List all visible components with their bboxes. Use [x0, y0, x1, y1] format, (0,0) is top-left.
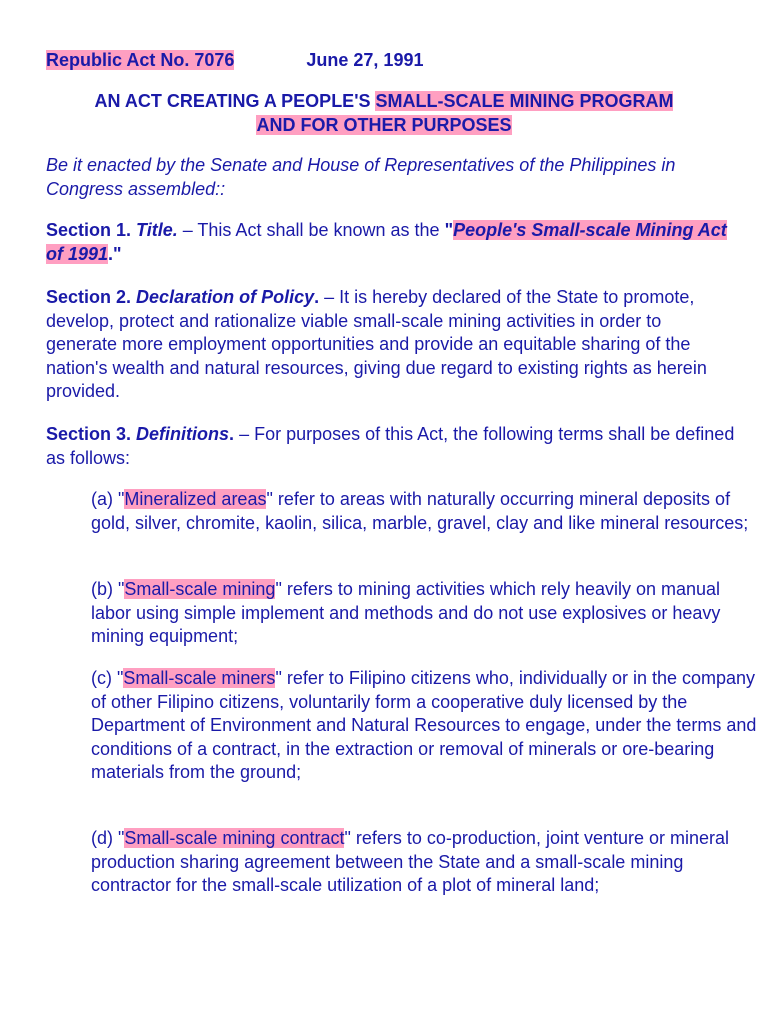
definition-prefix: (d) "	[91, 828, 125, 848]
definition-text: " refers to co-production, joint venture or mineral production sharing agreement between the State and a small-scale mining contractor for the small-scale utilization of a plot of mineral land;	[91, 828, 730, 895]
section-2-heading: Declaration of Policy	[136, 287, 315, 307]
definition-term: Small-scale mining contract	[124, 828, 345, 848]
definition-item	[91, 488, 761, 535]
definition-prefix: (c) "	[91, 668, 124, 688]
section-2-dot: .	[314, 287, 320, 307]
section-3-heading: Definitions	[136, 424, 230, 444]
definition-prefix: (a) "	[91, 489, 125, 509]
section-1-label: Section 1.	[46, 220, 132, 240]
section-2-text: – It is hereby declared of the State to promote, develop, protect and rationalize viable small-scale mining activities in order to generate more employment opportunities and provide an equitable sharing of the nation's wealth and natural resources, giving due regard to existing rights as herein provided.	[46, 287, 707, 401]
definition-text: " refers to mining activities which rely heavily on manual labor using simple implement and methods and do not use explosives or heavy mining equipment;	[91, 579, 721, 646]
section-3-dot: .	[229, 424, 235, 444]
act-header	[46, 48, 423, 72]
act-title-highlight-1: SMALL-SCALE MINING PROGRAM	[375, 91, 674, 111]
definition-term: Small-scale miners	[123, 668, 276, 688]
definition-text: " refer to Filipino citizens who, individually or in the company of other Filipino citizens, voluntarily form a cooperative duly licensed by the Department of Environment and Natural Resources to engage, under the terms and conditions of a contract, in the extraction or removal of minerals or ore-bearing materials from the ground;	[91, 668, 757, 782]
act-title	[30, 89, 738, 137]
act-date: June 27, 1991	[306, 50, 424, 70]
definition-item	[91, 667, 761, 785]
definition-text: " refer to areas with naturally occurring mineral deposits of gold, silver, chromite, kaolin, silica, marble, gravel, clay and like mineral resources;	[91, 489, 749, 533]
section-1-quote-close: ."	[108, 243, 122, 264]
section-2	[46, 286, 736, 404]
definition-term: Small-scale mining	[124, 579, 276, 599]
definition-item	[91, 827, 761, 898]
definition-term: Mineralized areas	[124, 489, 267, 509]
enacting-clause: Be it enacted by the Senate and House of Representatives of the Philippines in Congress assembled::	[46, 155, 676, 199]
section-1-act-name: People's Small-scale Mining Act of 1991	[46, 220, 727, 264]
section-2-label: Section 2.	[46, 287, 132, 307]
section-3-label: Section 3.	[46, 424, 132, 444]
act-title-highlight-2: AND FOR OTHER PURPOSES	[256, 115, 512, 135]
section-1-heading: Title.	[136, 220, 178, 240]
act-title-prefix: AN ACT CREATING A PEOPLE'S	[94, 91, 376, 111]
section-1	[46, 219, 736, 266]
section-1-quote-open: "	[444, 220, 454, 240]
act-number: Republic Act No. 7076	[46, 50, 235, 70]
section-3	[46, 423, 736, 470]
definition-prefix: (b) "	[91, 579, 125, 599]
section-3-text: – For purposes of this Act, the following terms shall be defined as follows:	[46, 424, 735, 468]
definition-item	[91, 578, 761, 649]
section-1-text: – This Act shall be known as the	[177, 220, 445, 240]
